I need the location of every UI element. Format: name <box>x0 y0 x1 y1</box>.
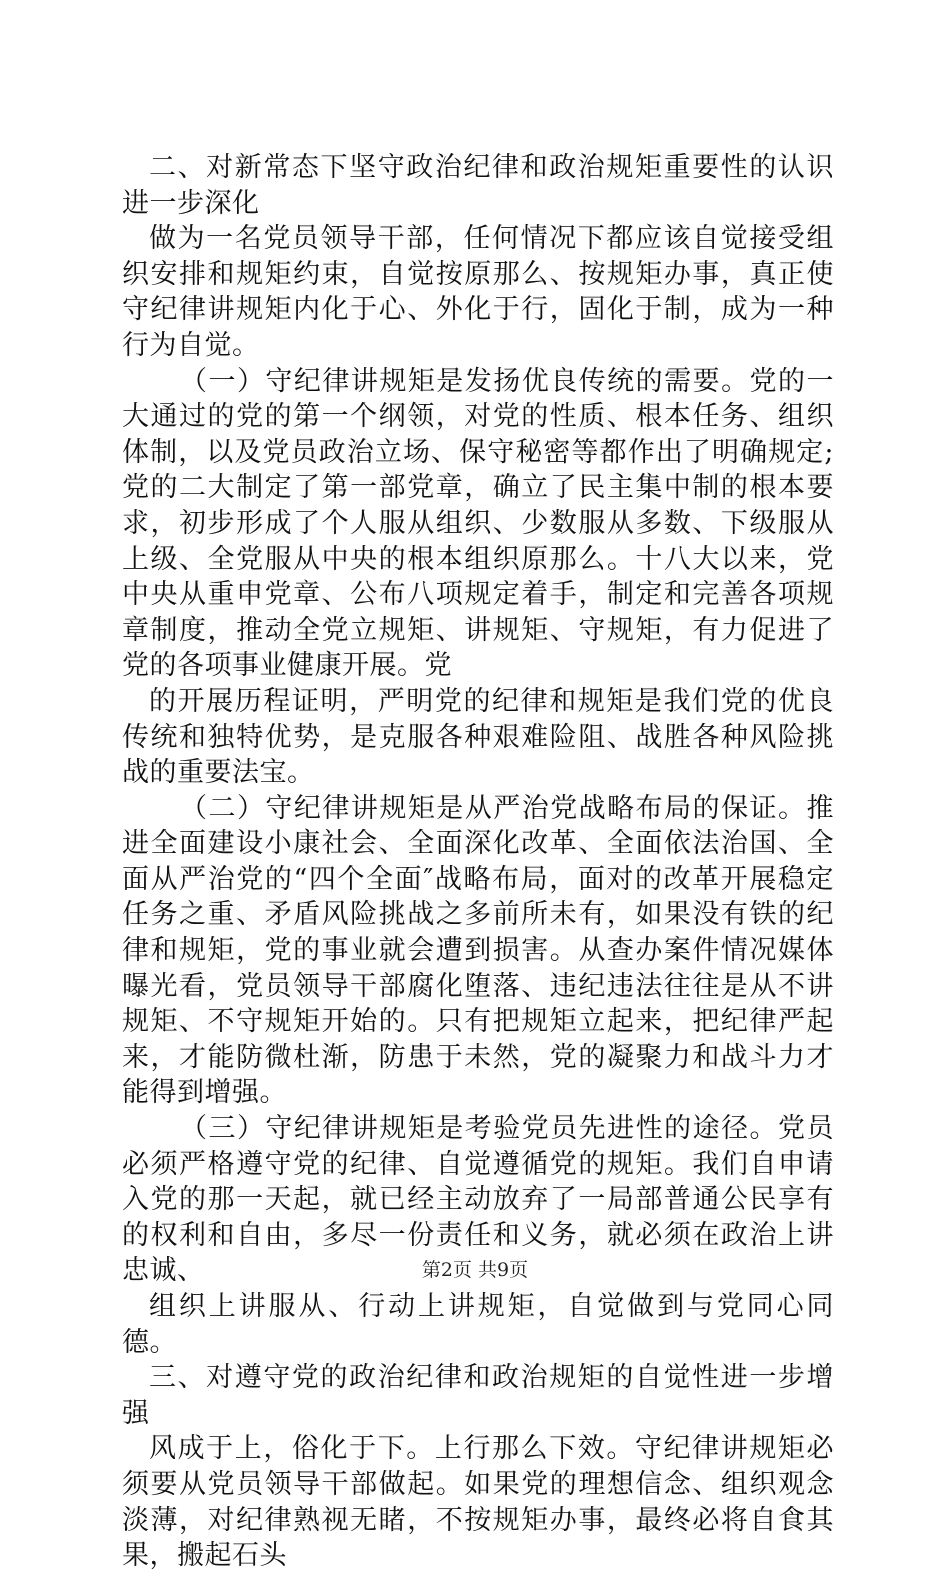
body-paragraph: 的开展历程证明，严明党的纪律和规矩是我们党的优良传统和独特优势，是克服各种艰难险阻、战胜各种风险挑战的重要法宝。 <box>122 685 834 789</box>
page-footer: 第2页 共9页 <box>421 1259 529 1281</box>
section-heading: 二、对新常态下坚守政治纪律和政治规矩重要性的认识进一步深化 <box>122 152 834 219</box>
body-paragraph: （二）守纪律讲规矩是从严治党战略布局的保证。推进全面建设小康社会、全面深化改革、全面依法治国、全面从严治党的“四个全面″战略布局，面对的改革开展稳定任务之重、矛盾风险挑战之多前所未有，如果没有铁的纪律和规矩，党的事业就会遭到损害。从查办案件情况媒体曝光看，党员领导干部腐化堕落、违纪违法往往是从不讲规矩、不守规矩开始的。只有把规矩立起来，把纪律严起来，才能防微杜渐，防患于未然，党的凝聚力和战斗力才能得到增强。 <box>122 792 834 1109</box>
body-paragraph: 风成于上，俗化于下。上行那么下效。守纪律讲规矩必须要从党员领导干部做起。如果党的理想信念、组织观念淡薄，对纪律熟视无睹，不按规矩办事，最终必将自食其果，搬起石头 <box>122 1433 834 1572</box>
body-paragraph: （一）守纪律讲规矩是发扬优良传统的需要。党的一大通过的党的第一个纲领，对党的性质、根本任务、组织体制，以及党员政治立场、保守秘密等都作出了明确规定;党的二大制定了第一部党章，确立了民主集中制的根本要求，初步形成了个人服从组织、少数服从多数、下级服从上级、全党服从中央的根本组织原那么。十八大以来，党中央从重申党章、公布八项规定着手，制定和完善各项规章制度，推动全党立规矩、讲规矩、守规矩，有力促进了党的各项事业健康开展。党 <box>122 365 834 682</box>
body-paragraph: 组织上讲服从、行动上讲规矩，自觉做到与党同心同德。 <box>122 1291 834 1358</box>
document-body <box>122 150 834 1574</box>
body-paragraph: （三）守纪律讲规矩是考验党员先进性的途径。党员必须严格遵守党的纪律、自觉遵循党的规矩。我们自申请入党的那一天起，就已经主动放弃了一局部普通公民享有的权利和自由，多尽一份责任和义务，就必须在政治上讲忠诚、 <box>122 1113 834 1287</box>
body-paragraph: 做为一名党员领导干部，任何情况下都应该自觉接受组织安排和规矩约束，自觉按原那么、按规矩办事，真正使守纪律讲规矩内化于心、外化于行，固化于制，成为一种行为自觉。 <box>122 223 834 361</box>
section-heading: 三、对遵守党的政治纪律和政治规矩的自觉性进一步增强 <box>122 1362 834 1429</box>
